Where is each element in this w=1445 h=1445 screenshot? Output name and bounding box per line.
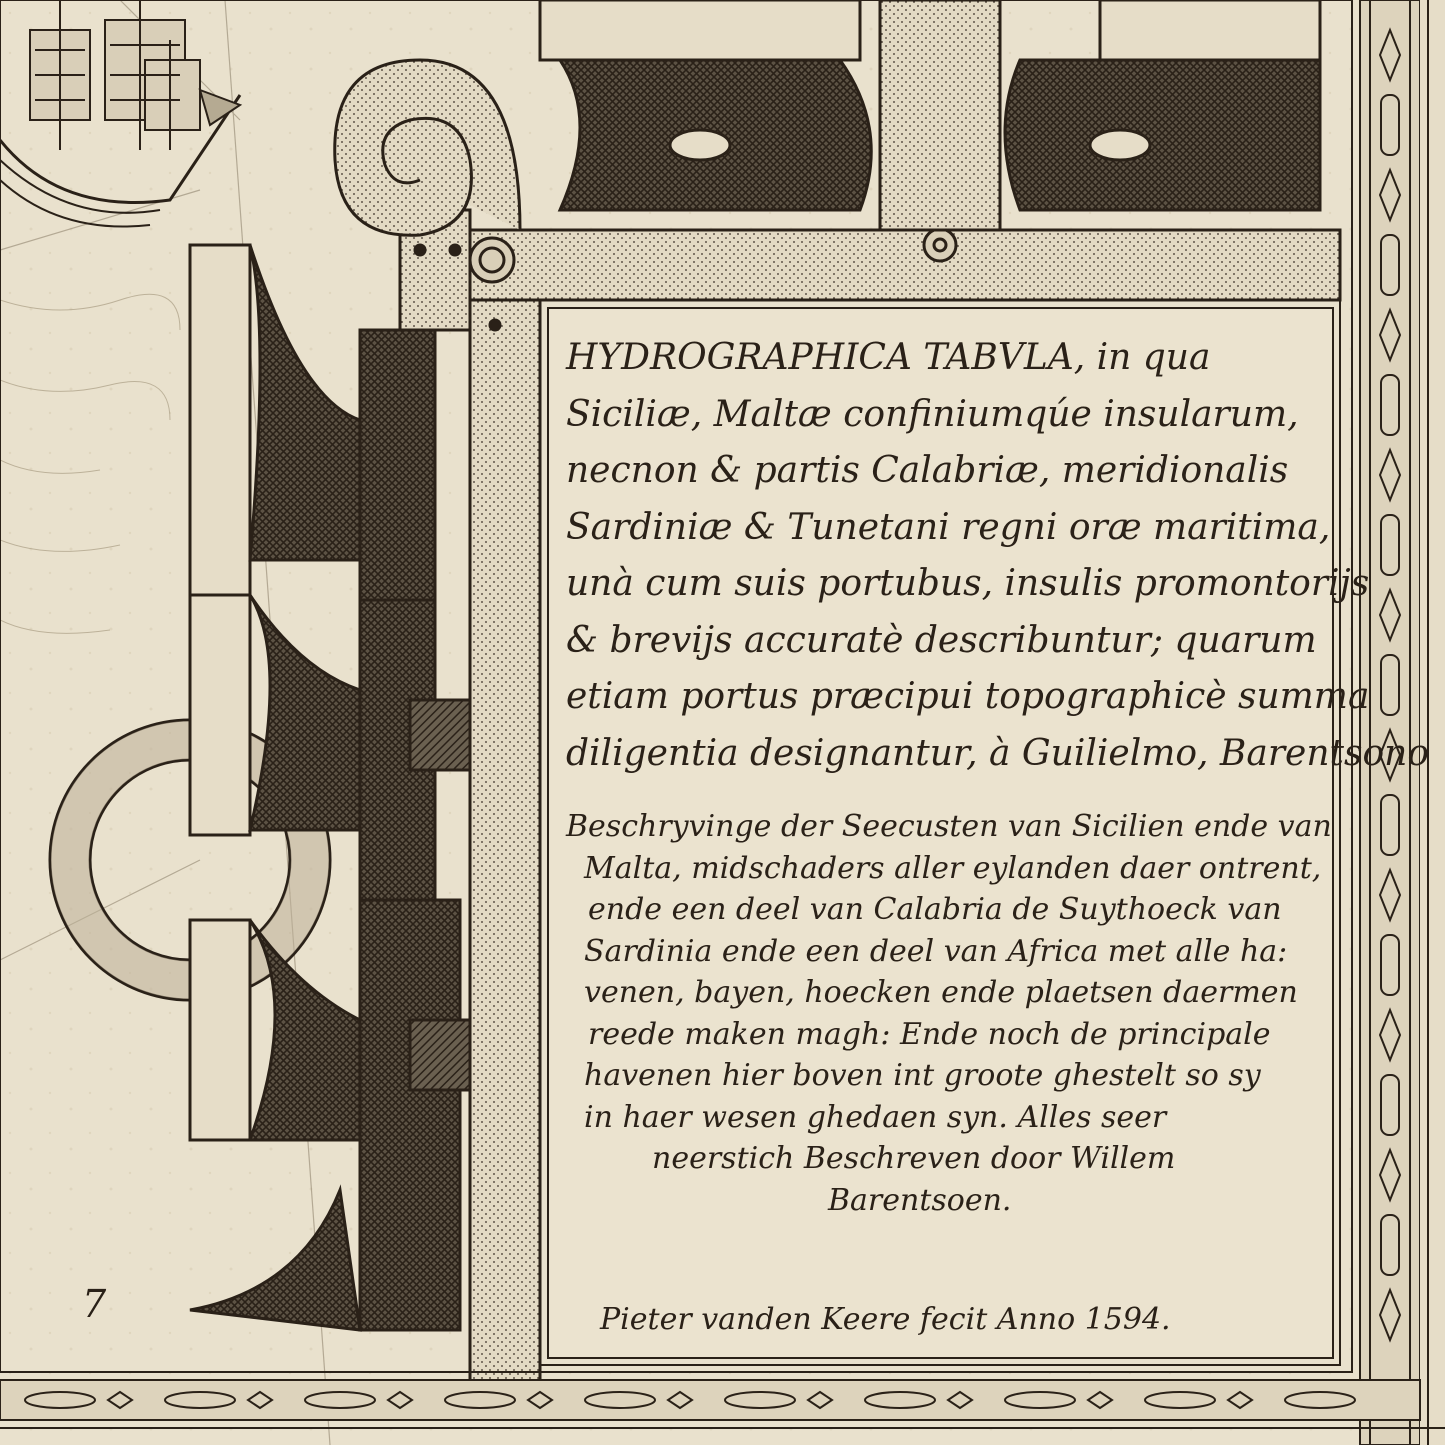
dutch-title-line: reede maken magh: Ende noch de principale: [588, 1016, 1271, 1052]
dutch-title-line: neerstich Beschreven door Willem: [652, 1141, 1176, 1176]
latin-title-line: HYDROGRAPHICA TABVLA, in qua: [566, 337, 1211, 378]
dutch-title-line: Sardinia ende een deel van Africa met alle ha:: [584, 933, 1288, 969]
border-bottom: [0, 1380, 1445, 1428]
dutch-title-line: Malta, midschaders aller eylanden daer ontrent,: [584, 850, 1322, 886]
latin-title-block: [566, 330, 1429, 782]
latin-title-line: unà cum suis portubus, insulis promontorijs: [566, 563, 1370, 604]
dutch-title-line: in haer wesen ghedaen syn. Alles seer: [584, 1099, 1167, 1135]
dutch-title-line: havenen hier boven int groote ghestelt so sy: [584, 1058, 1261, 1093]
engraver-signature: Pieter vanden Keere fecit Anno 1594.: [600, 1302, 1171, 1337]
latin-title-line: & brevijs accuratè describuntur; quarum: [566, 619, 1317, 661]
dutch-title-line: Beschryvinge der Seecusten van Sicilien ende van: [566, 809, 1332, 844]
dutch-title-line: Barentsoen.: [828, 1182, 1012, 1218]
latin-title-line: Sardiniæ & Tunetani regni oræ maritima,: [566, 506, 1331, 548]
dutch-title-line: venen, bayen, hoecken ende plaetsen daermen: [584, 975, 1298, 1010]
latin-title-line: Siciliæ, Maltæ confiniumqúe insularum,: [566, 393, 1299, 435]
dutch-title-line: ende een deel van Calabria de Suythoeck van: [588, 892, 1282, 927]
strapwork-top: [540, 0, 1320, 230]
latin-title-line: necnon & partis Calabriæ, meridionalis: [566, 450, 1289, 491]
latin-title-line: etiam portus præcipui topographicè summa: [566, 676, 1370, 717]
dutch-title-block: [566, 806, 1332, 1221]
plate-number: 7: [82, 1282, 107, 1326]
latin-title-line: diligentia designantur, à Guilielmo, Barentsono: [566, 732, 1430, 774]
